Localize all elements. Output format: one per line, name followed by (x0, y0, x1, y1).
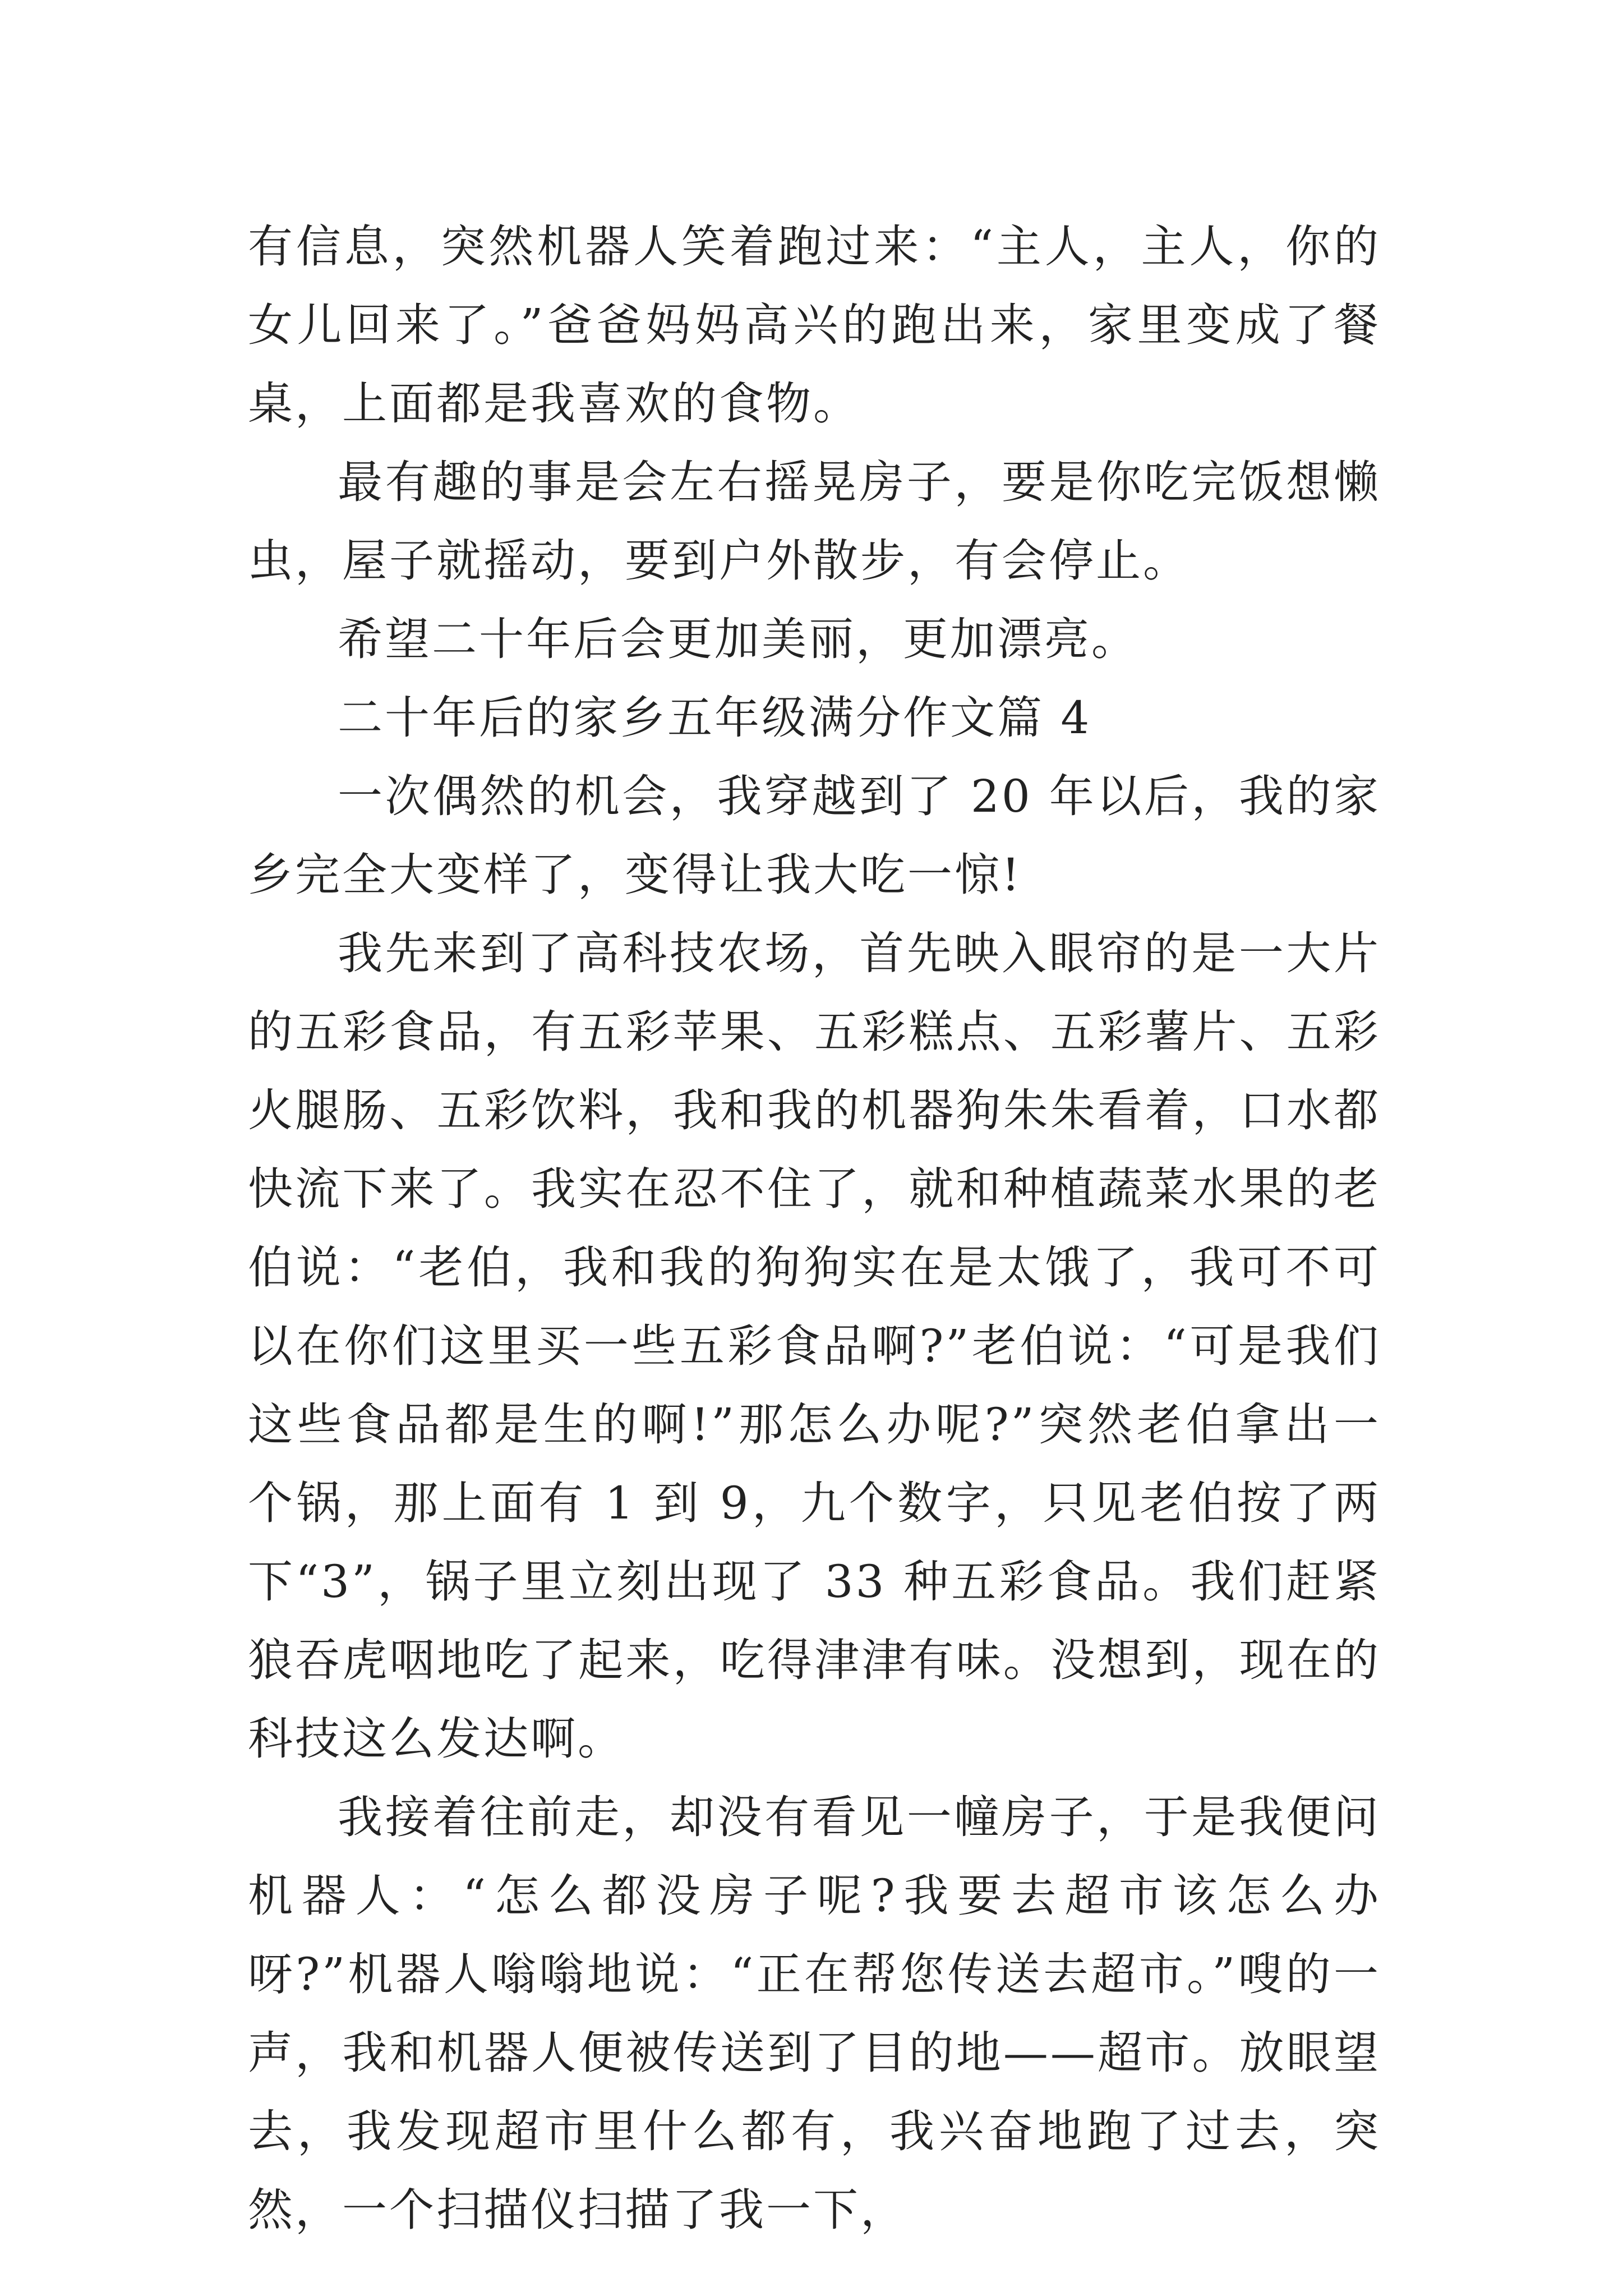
paragraph-3: 希望二十年后会更加美丽，更加漂亮。 (338, 613, 1138, 665)
paragraph-2: 最有趣的事是会左右摇晃房子，要是你吃完饭想懒虫，屋子就摇动，要到户外散步，有会停止。 (248, 456, 1381, 587)
paragraph-5: 我先来到了高科技农场，首先映入眼帘的是一大片的五彩食品，有五彩苹果、五彩糕点、五彩薯片、五彩火腿肠、五彩饮料，我和我的机器狗朱朱看着，口水都快流下来了。我实在忍不住了，就和种植蔬菜水果的老伯说：“老伯，我和我的狗狗实在是太饿了，我可不可以在你们这里买一些五彩食品啊?”老伯说：“可是我们这些食品都是生的啊!”那怎么办呢?”突然老伯拿出一个锅，那上面有 1 到 9，九个数字，只见老伯按了两下“3”，锅子里立刻出现了 33 种五彩食品。我们赶紧狼吞虎咽地吃了起来，吃得津津有味。没想到，现在的科技这么发达啊。 (248, 927, 1381, 1765)
paragraph-6: 我接着往前走，却没有看见一幢房子，于是我便问机器人：“怎么都没房子呢?我要去超市该怎么办呀?”机器人嗡嗡地说：“正在帮您传送去超市。”嗖的一声，我和机器人便被传送到了目的地——超市。放眼望去，我发现超市里什么都有，我兴奋地跑了过去，突然，一个扫描仪扫描了我一下， (248, 1791, 1381, 2236)
paragraph-4: 一次偶然的机会，我穿越到了 20 年以后，我的家乡完全大变样了，变得让我大吃一惊! (248, 770, 1381, 901)
document-body (248, 208, 1381, 2249)
paragraph-1: 有信息，突然机器人笑着跑过来：“主人，主人，你的女儿回来了。”爸爸妈妈高兴的跑出来，家里变成了餐桌，上面都是我喜欢的食物。 (248, 220, 1381, 430)
section-heading: 二十年后的家乡五年级满分作文篇 4 (338, 692, 1092, 744)
